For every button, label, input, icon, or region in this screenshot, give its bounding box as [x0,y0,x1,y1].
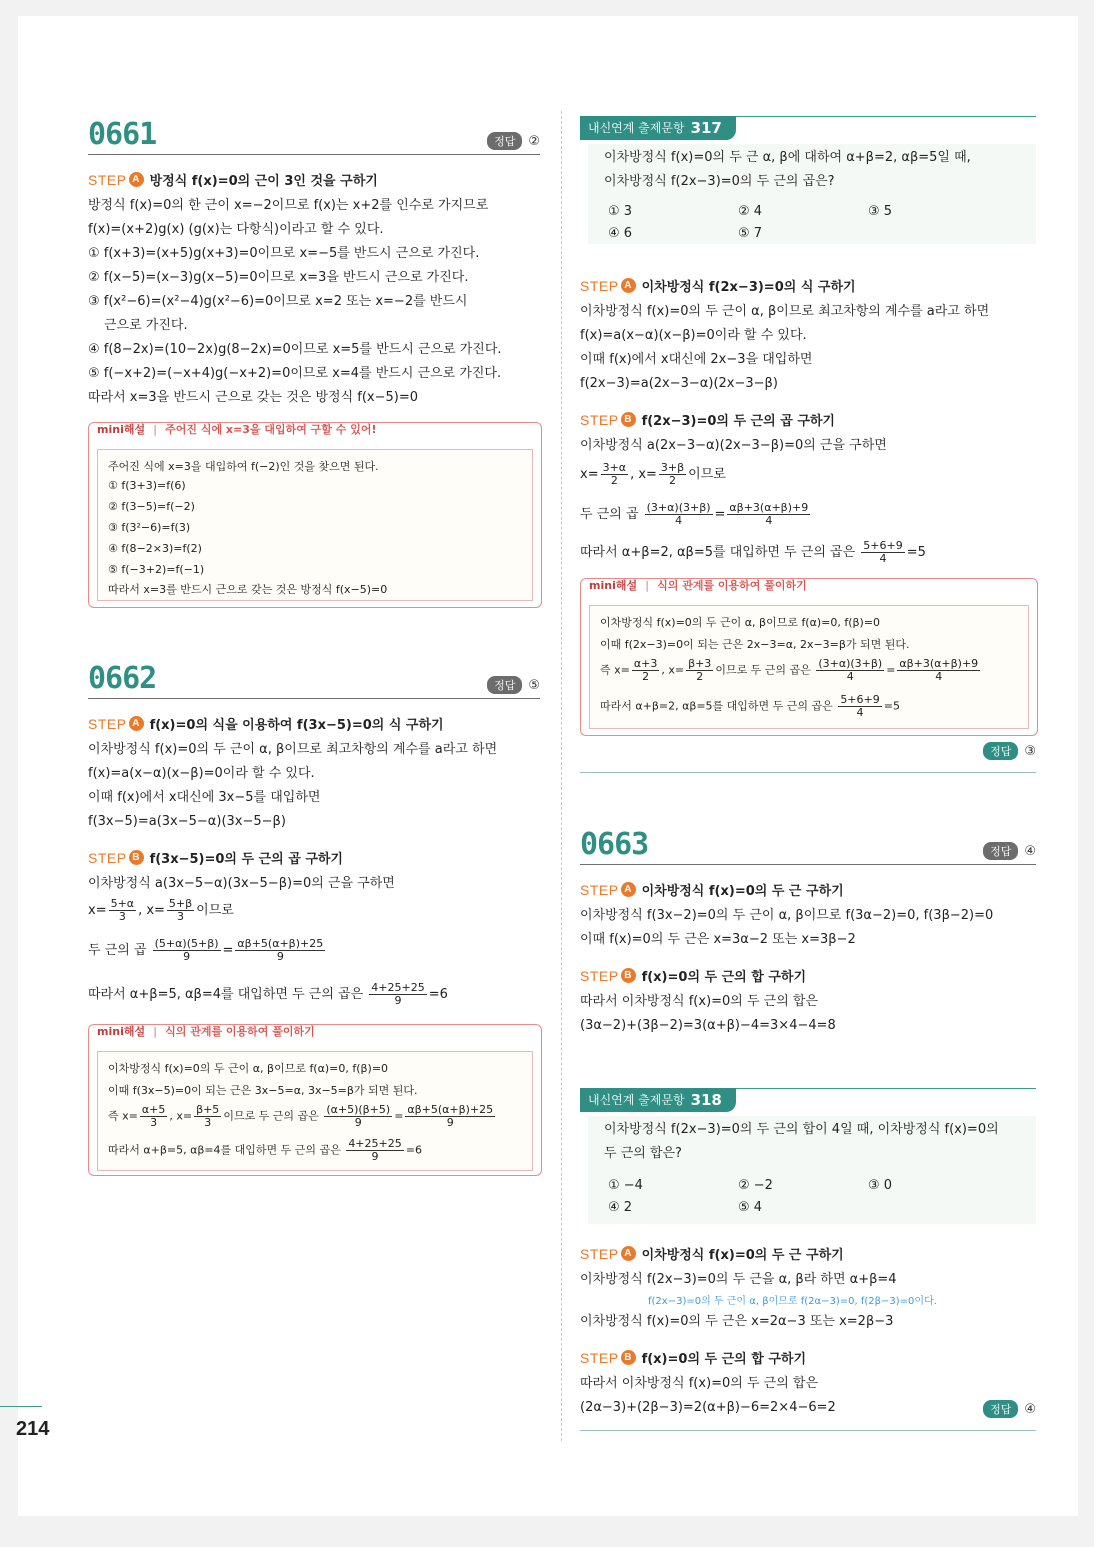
step-letter: A [621,278,636,293]
eq-text: x= [88,903,107,918]
solution-line: 이차방정식 a(2x−3−α)(2x−3−β)=0의 근을 구하면 [580,438,887,453]
step-letter: A [129,716,144,731]
step-tag [88,850,144,866]
mini-line: ⑤ f(−3+2)=f(−1) [108,563,205,576]
solution-line: ① f(x+3)=(x+5)g(x+3)=0이므로 x=−5를 반드시 근으로 가진다. [88,246,480,261]
mini-line [600,694,900,719]
step-word: STEP [580,1245,619,1262]
mini-label: mini해설 [589,579,638,592]
step-b-heading [580,1348,806,1367]
step-letter: B [621,1350,636,1365]
numerator: 3+α [602,461,627,474]
eq-text: = [886,663,896,677]
numerator: 5+β [168,897,193,910]
step-letter: B [129,850,144,865]
question-box [588,1116,1036,1224]
answer-label: 정답 [983,1400,1018,1418]
denominator: 2 [696,670,704,683]
mini-separator: | [153,1024,158,1038]
denominator: 9 [446,1116,454,1129]
numerator: α+5 [141,1103,166,1116]
step-title: f(3x−5)=0의 두 근의 곱 구하기 [149,852,343,867]
section-separator [580,772,1036,773]
option: ③ 0 [868,1178,893,1193]
problem-number: 0662 [88,661,157,696]
numerator: αβ+5(α+β)+25 [237,937,324,950]
problem-number: 0663 [580,827,649,862]
mini-line: ① f(3+3)=f(6) [108,479,186,492]
equation-result [88,982,448,1007]
mini-line: 이때 f(2x−3)=0이 되는 근은 2x−3=α, 2x−3=β가 되면 된다. [600,638,910,651]
mini-solution-box [88,1024,542,1176]
eq-text: =6 [405,1143,422,1157]
question-line: 이차방정식 f(2x−3)=0의 두 근의 합이 4일 때, 이차방정식 f(x)=0의 [604,1122,999,1137]
fraction [816,658,884,683]
numerator: (α+5)(β+5) [326,1103,391,1116]
denominator: 9 [394,994,402,1007]
question-line: 두 근의 합은? [604,1146,682,1161]
fraction [153,938,221,963]
numerator: (5+α)(5+β) [154,937,219,950]
denominator: 4 [879,552,887,565]
step-title: 이차방정식 f(x)=0의 두 근 구하기 [641,884,844,899]
fraction [727,502,810,527]
solution-line: 이때 f(x)에서 x대신에 3x−5를 대입하면 [88,790,321,805]
step-b-heading [580,410,835,429]
solution-line: 이때 f(x)에서 x대신에 2x−3을 대입하면 [580,352,813,367]
step-title: 이차방정식 f(x)=0의 두 근 구하기 [641,1248,844,1263]
eq-text: 두 근의 곱 [580,507,643,522]
answer-label: 정답 [487,132,522,150]
mini-header [589,577,807,593]
mini-line [108,1138,422,1163]
question-line: 이차방정식 f(2x−3)=0의 두 근의 곱은? [604,174,835,189]
page-number-rule [0,1406,42,1407]
eq-text: x= [580,467,599,482]
solution-line: f(x)=a(x−α)(x−β)=0이라 할 수 있다. [88,766,315,781]
link-number: 318 [690,1091,722,1109]
solution-line: 이차방정식 f(x)=0의 두 근은 x=2α−3 또는 x=2β−3 [580,1314,894,1329]
link-label: 내신연계 출제문항 [588,121,685,135]
column-divider [561,111,562,1441]
equation-product [580,502,812,527]
step-word: STEP [580,411,619,428]
answer-label: 정답 [983,742,1018,760]
eq-text: 따라서 α+β=2, αβ=5를 대입하면 두 근의 곱은 [600,699,837,713]
solution-line: 따라서 이차방정식 f(x)=0의 두 근의 합은 [580,994,819,1009]
eq-text: , x= [138,903,165,918]
mini-header [97,421,376,437]
eq-text: , x= [661,663,685,677]
step-tag [580,412,636,428]
numerator: 3+β [660,461,685,474]
page [18,16,1078,1516]
solution-line: 이차방정식 f(x)=0의 두 근이 α, β이므로 최고차항의 계수를 a라고 하면 [88,742,498,757]
mini-title: 주어진 식에 x=3을 대입하여 구할 수 있어! [165,423,377,436]
numerator: αβ+3(α+β)+9 [899,657,979,670]
fraction [346,1138,403,1163]
denominator: 9 [371,1150,379,1163]
solution-line: f(3x−5)=a(3x−5−α)(3x−5−β) [88,814,286,829]
mini-solution-box [580,578,1038,736]
solution-line: f(x)=(x+2)g(x) (g(x)는 다항식)이라고 할 수 있다. [88,222,384,237]
linked-question-317 [580,116,1036,244]
mini-line: ④ f(8−2×3)=f(2) [108,542,202,555]
eq-text: , x= [630,467,657,482]
mini-body [97,1051,533,1171]
step-tag [88,716,144,732]
solution-line: 이차방정식 f(3x−2)=0의 두 근이 α, β이므로 f(3α−2)=0, f(3β−2)=0 [580,908,994,923]
step-letter: B [621,412,636,427]
eq-text: =5 [906,545,926,560]
solution-line: (3α−2)+(3β−2)=3(α+β)−4=3×4−4=8 [580,1018,836,1033]
fraction [838,694,881,719]
solution-line: 이차방정식 a(3x−5−α)(3x−5−β)=0의 근을 구하면 [88,876,395,891]
link-number: 317 [690,119,722,137]
mini-line: ② f(3−5)=f(−2) [108,500,195,513]
step-letter: B [621,968,636,983]
equation-roots [580,462,726,487]
equation-roots [88,898,234,923]
eq-text: = [394,1109,404,1123]
fraction [405,1104,495,1129]
section-separator [580,1430,1036,1431]
mini-line: 이차방정식 f(x)=0의 두 근이 α, β이므로 f(α)=0, f(β)=0 [600,616,881,629]
numerator: α+3 [633,657,658,670]
answer-mark: ④ [1024,843,1036,859]
solution-line: 이차방정식 f(x)=0의 두 근이 α, β이므로 최고차항의 계수를 a라고 하면 [580,304,990,319]
answer-mark: ④ [1024,1401,1036,1417]
step-b-heading [88,848,343,867]
mini-line: 따라서 x=3를 반드시 근으로 갖는 것은 방정식 f(x−5)=0 [108,583,388,596]
linked-question-318 [580,1088,1036,1228]
problem-0661-header [88,112,540,155]
denominator: 3 [177,910,185,923]
numerator: (3+α)(3+β) [646,501,711,514]
denominator: 9 [354,1116,362,1129]
option: ① 3 [608,204,633,219]
option: ⑤ 4 [738,1200,763,1215]
step-title: f(x)=0의 두 근의 합 구하기 [641,1352,807,1367]
step-word: STEP [88,171,127,188]
step-letter: A [129,172,144,187]
mini-separator: | [153,422,158,436]
eq-text: =5 [883,699,900,713]
denominator: 2 [669,474,677,487]
option: ④ 6 [608,226,633,241]
fraction [632,658,659,683]
denominator: 3 [150,1116,158,1129]
solution-line: 따라서 x=3을 반드시 근으로 갖는 것은 방정식 f(x−5)=0 [88,390,419,405]
denominator: 2 [610,474,618,487]
mini-label: mini해설 [97,1025,146,1038]
fraction [235,938,325,963]
denominator: 4 [846,670,854,683]
eq-text: , x= [169,1109,193,1123]
denominator: 4 [856,706,864,719]
step-a-heading [580,276,856,295]
solution-line: 근으로 가진다. [104,318,188,333]
numerator: β+5 [196,1103,220,1116]
mini-line: 이때 f(3x−5)=0이 되는 근은 3x−5=α, 3x−5=β가 되면 된다. [108,1084,418,1097]
denominator: 9 [276,950,284,963]
eq-text: 따라서 α+β=5, αβ=4를 대입하면 두 근의 곱은 [108,1143,345,1157]
numerator: 5+6+9 [863,539,903,552]
step-letter: A [621,1246,636,1261]
problem-0662-header [88,656,540,699]
problem-0663-header [580,822,1036,865]
step-word: STEP [580,881,619,898]
answer-mark: ② [528,133,540,149]
fraction [140,1104,167,1129]
question-box [588,144,1036,244]
step-title: 이차방정식 f(2x−3)=0의 식 구하기 [641,280,856,295]
step-word: STEP [88,849,127,866]
fraction [167,898,194,923]
denominator: 3 [204,1116,212,1129]
fraction [897,658,980,683]
denominator: 9 [183,950,191,963]
solution-line: 이때 f(x)=0의 두 근은 x=3α−2 또는 x=3β−2 [580,932,856,947]
answer-box [487,132,540,150]
fraction [109,898,136,923]
solution-line: (2α−3)+(2β−3)=2(α+β)−6=2×4−6=2 [580,1400,836,1415]
fraction [194,1104,221,1129]
solution-line: ⑤ f(−x+2)=(−x+4)g(−x+2)=0이므로 x=4를 반드시 근으로 가진다. [88,366,502,381]
denominator: 4 [935,670,943,683]
question-line: 이차방정식 f(x)=0의 두 근 α, β에 대하여 α+β=2, αβ=5일 때, [604,150,971,165]
numerator: αβ+3(α+β)+9 [729,501,809,514]
numerator: 4+25+25 [348,1137,402,1150]
mini-line: 주어진 식에 x=3을 대입하여 f(−2)인 것을 찾으면 된다. [108,460,379,473]
step-title: f(2x−3)=0의 두 근의 곱 구하기 [641,414,835,429]
eq-text: 따라서 α+β=5, αβ=4를 대입하면 두 근의 곱은 [88,987,368,1002]
answer-box [983,1400,1036,1418]
mini-line [108,1104,497,1129]
answer-box [983,742,1036,760]
answer-box [983,842,1036,860]
fraction [861,540,904,565]
fraction [601,462,628,487]
mini-line: 이차방정식 f(x)=0의 두 근이 α, β이므로 f(α)=0, f(β)=0 [108,1062,389,1075]
page-number: 214 [16,1418,50,1440]
step-word: STEP [580,1349,619,1366]
eq-text: 이므로 두 근의 곱은 [715,663,815,677]
eq-text: = [714,507,726,522]
numerator: 5+6+9 [840,693,880,706]
fraction [686,658,713,683]
answer-mark: ③ [1024,743,1036,759]
step-a-heading [88,170,378,189]
problem-number: 0661 [88,117,157,152]
link-label: 내신연계 출제문항 [588,1093,685,1107]
eq-text: 따라서 α+β=2, αβ=5를 대입하면 두 근의 곱은 [580,545,860,560]
margin-note: f(2x−3)=0의 두 근이 α, β이므로 f(2α−3)=0, f(2β−3)=0이다. [648,1296,937,1307]
fraction [369,982,426,1007]
solution-line: ② f(x−5)=(x−3)g(x−5)=0이므로 x=3을 반드시 근으로 가진다. [88,270,469,285]
denominator: 2 [642,670,650,683]
option: ② −2 [738,1178,773,1193]
numerator: β+3 [688,657,712,670]
step-tag [580,1350,636,1366]
equation-result [580,540,926,565]
mini-line [600,658,982,683]
fraction [659,462,686,487]
link-tag [580,116,736,140]
denominator: 4 [675,514,683,527]
eq-text: 이므로 [688,467,726,482]
mini-solution-box [88,422,542,608]
mini-title: 식의 관계를 이용하여 풀이하기 [657,579,807,592]
eq-text: 이므로 [196,903,234,918]
step-a-heading [88,714,444,733]
step-a-heading [580,880,844,899]
eq-text: 두 근의 곱 [88,943,151,958]
solution-line: 이차방정식 f(2x−3)=0의 두 근을 α, β라 하면 α+β=4 [580,1272,897,1287]
mini-body [97,449,533,601]
answer-mark: ⑤ [528,677,540,693]
step-word: STEP [580,967,619,984]
denominator: 4 [765,514,773,527]
numerator: αβ+5(α+β)+25 [407,1103,494,1116]
step-title: f(x)=0의 두 근의 합 구하기 [641,970,807,985]
step-tag [580,278,636,294]
numerator: 4+25+25 [371,981,425,994]
mini-title: 식의 관계를 이용하여 풀이하기 [165,1025,315,1038]
eq-text: 이므로 두 근의 곱은 [223,1109,323,1123]
step-a-heading [580,1244,844,1263]
fraction [645,502,713,527]
eq-text: =6 [428,987,448,1002]
answer-label: 정답 [487,676,522,694]
numerator: 5+α [110,897,135,910]
answer-label: 정답 [983,842,1018,860]
mini-line: ③ f(3²−6)=f(3) [108,521,191,534]
mini-body [589,605,1029,729]
mini-header [97,1023,315,1039]
solution-line: 따라서 이차방정식 f(x)=0의 두 근의 합은 [580,1376,819,1391]
step-tag [580,968,636,984]
step-letter: A [621,882,636,897]
link-tag [580,1088,736,1112]
denominator: 3 [118,910,126,923]
step-tag [88,172,144,188]
option: ④ 2 [608,1200,633,1215]
solution-line: f(x)=a(x−α)(x−β)=0이라 할 수 있다. [580,328,807,343]
step-word: STEP [580,277,619,294]
solution-line: f(2x−3)=a(2x−3−α)(2x−3−β) [580,376,778,391]
equation-product [88,938,327,963]
fraction [324,1104,392,1129]
eq-text: 즉 x= [108,1109,138,1123]
solution-line: ③ f(x²−6)=(x²−4)g(x²−6)=0이므로 x=2 또는 x=−2를 반드시 [88,294,468,309]
step-tag [580,882,636,898]
option: ③ 5 [868,204,893,219]
step-tag [580,1246,636,1262]
step-b-heading [580,966,806,985]
mini-label: mini해설 [97,423,146,436]
numerator: (3+α)(3+β) [818,657,883,670]
option: ① −4 [608,1178,643,1193]
eq-text: = [222,943,234,958]
solution-line: 방정식 f(x)=0의 한 근이 x=−2이므로 f(x)는 x+2를 인수로 가지므로 [88,198,489,213]
option: ② 4 [738,204,763,219]
solution-line: ④ f(8−2x)=(10−2x)g(8−2x)=0이므로 x=5를 반드시 근으로 가진다. [88,342,502,357]
answer-box [487,676,540,694]
eq-text: 즉 x= [600,663,630,677]
step-title: f(x)=0의 식을 이용하여 f(3x−5)=0의 식 구하기 [149,718,444,733]
option: ⑤ 7 [738,226,763,241]
mini-separator: | [645,578,650,592]
step-title: 방정식 f(x)=0의 근이 3인 것을 구하기 [149,174,378,189]
step-word: STEP [88,715,127,732]
